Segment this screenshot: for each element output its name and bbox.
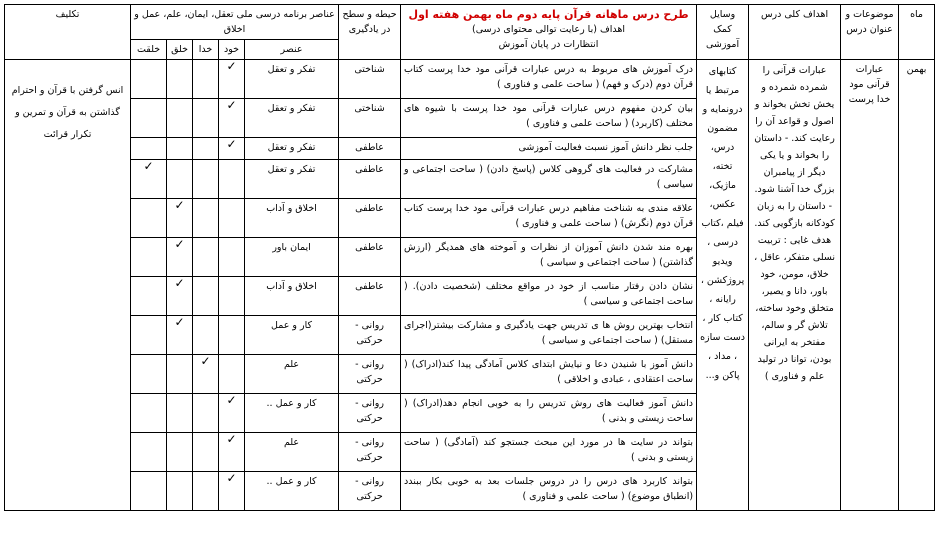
check-cell-nature: [131, 433, 167, 472]
header-element: عنصر: [245, 40, 339, 60]
check-cell-self: [219, 394, 245, 433]
domain-cell: عاطفی: [339, 277, 401, 316]
homework-cell: انس گرفتن با قرآن و احترام گذاشتن به قرآن و تمرین و تکرار قرائت: [5, 60, 131, 511]
header-nature: خلقت: [131, 40, 167, 60]
check-cell-creation: [167, 472, 193, 511]
element-cell: کار و عمل ..: [245, 472, 339, 511]
goal-cell: جلب نظر دانش آموز نسبت فعالیت آموزشی: [401, 138, 697, 160]
domain-cell: روانی - حرکتی: [339, 355, 401, 394]
domain-cell: روانی - حرکتی: [339, 394, 401, 433]
goal-cell: دانش آموز فعالیت های روش تدریس را به خوبی انجام دهد(ادراک) ( ساحت زیستی و بدنی ): [401, 394, 697, 433]
month-cell: بهمن: [899, 60, 935, 511]
header-row-1: [5, 5, 935, 40]
check-cell-nature: [131, 60, 167, 99]
plan-subtitle-goals: اهداف (با رعایت توالی محتوای درسی): [472, 24, 626, 35]
general-goals-cell: عبارات قرآنی را شمرده شمرده و یخش تخش بخواند و اصول و قواعد آن را رعایت کند. - داستان را بخواند و یا یکی دیگر از پیامبران بزرگ خدا آشنا شود. - داستان را به زبان کودکانه بازگویی کند. هدف غایی : تربیت نسلی متفکر، عاقل ، خلاق، مومن، خود باور، دانا و یصیر، متخلق وخود ساخته، تلاش گر و سالم، مفتخر به ایرانی بودن، توانا در تولید علم و فناوری ): [749, 60, 841, 511]
check-cell-nature: [131, 99, 167, 138]
check-cell-creation: [167, 316, 193, 355]
topic-cell: عبارات قرآنی مود خدا پرست: [841, 60, 899, 511]
check-cell-nature: [131, 138, 167, 160]
goal-cell: علاقه مندی به شناخت مفاهیم درس عبارات قرآنی مود خدا پرست کتاب قرآن دوم (نگرش) ( ساحت علمی و فناوری ): [401, 199, 697, 238]
check-cell-self: [219, 277, 245, 316]
check-mark-icon: ✓: [226, 98, 237, 112]
check-cell-god: [193, 277, 219, 316]
check-cell-nature: [131, 394, 167, 433]
element-cell: اخلاق و آداب: [245, 199, 339, 238]
domain-cell: عاطفی: [339, 160, 401, 199]
check-cell-god: [193, 472, 219, 511]
goal-cell: بهره مند شدن دانش آموزان از نظرات و آموخته های همدیگر (ارزش گذاشتن) ( ساحت اجتماعی و سیاسی ): [401, 238, 697, 277]
check-cell-self: [219, 138, 245, 160]
goal-cell: درک آموزش های مربوط به درس عبارات قرآنی مود خدا پرست کتاب قرآن دوم (درک و فهم) ( ساحت علمی و فناوری ): [401, 60, 697, 99]
element-cell: تفکر و تعقل: [245, 160, 339, 199]
check-cell-creation: [167, 355, 193, 394]
goal-cell: نشان دادن رفتار مناسب از خود در مواقع مختلف (شخصیت دادن). ( ساحت اجتماعی و سیاسی ): [401, 277, 697, 316]
check-mark-icon: ✓: [174, 237, 185, 251]
tools-cell: کتابهای مرتبط یا درونمایه و مضمون درس، تخته، ماژیک، عکس، فیلم ،کتاب درسی ، ویدیو پروژکشن ، رایانه ، کتاب کار ، دست سازه ، مداد ، پاکن و...: [697, 60, 749, 511]
element-cell: علم: [245, 355, 339, 394]
lesson-plan-table: [4, 4, 935, 511]
check-cell-self: [219, 355, 245, 394]
check-mark-icon: ✓: [226, 393, 237, 407]
element-cell: اخلاق و آداب: [245, 277, 339, 316]
domain-cell: عاطفی: [339, 199, 401, 238]
check-cell-self: [219, 199, 245, 238]
plan-title: طرح درس ماهانه قرآن پایه دوم ماه بهمن هفته اول: [408, 8, 689, 21]
element-cell: ایمان باور: [245, 238, 339, 277]
goal-cell: بتواند در سایت ها در مورد این مبحث جستجو کند (آمادگی) ( ساحت زیستی و بدنی ): [401, 433, 697, 472]
check-cell-god: [193, 99, 219, 138]
element-cell: کار و عمل ..: [245, 394, 339, 433]
check-cell-creation: [167, 99, 193, 138]
check-cell-self: [219, 160, 245, 199]
check-cell-creation: [167, 160, 193, 199]
check-cell-nature: [131, 277, 167, 316]
header-domain-level: حیطه و سطح در یادگیری: [339, 5, 401, 60]
lesson-rows: [5, 60, 935, 511]
check-cell-creation: [167, 60, 193, 99]
check-cell-self: [219, 316, 245, 355]
domain-cell: روانی - حرکتی: [339, 472, 401, 511]
check-cell-self: [219, 60, 245, 99]
check-cell-god: [193, 433, 219, 472]
check-mark-icon: ✓: [226, 59, 237, 73]
header-month: ماه: [899, 5, 935, 60]
table-row: [5, 60, 935, 99]
domain-cell: روانی - حرکتی: [339, 433, 401, 472]
check-mark-icon: ✓: [174, 315, 185, 329]
element-cell: علم: [245, 433, 339, 472]
header-creation: خلق: [167, 40, 193, 60]
goal-cell: انتخاب بهترین روش ها ی تدریس جهت یادگیری و مشارکت بیشتر(اجرای مستقل) ( ساحت اجتماعی و سیاسی ): [401, 316, 697, 355]
check-cell-creation: [167, 138, 193, 160]
check-cell-creation: [167, 199, 193, 238]
plan-subtitle-expectations: انتظارات در پایان آموزش: [498, 39, 599, 50]
check-cell-creation: [167, 394, 193, 433]
check-cell-nature: [131, 355, 167, 394]
check-cell-god: [193, 238, 219, 277]
goal-cell: بتواند کاربرد های درس را در دروس جلسات بعد به خوبی بکار ببندد (انطباق موضوع) ( ساحت علمی و فناوری ): [401, 472, 697, 511]
check-cell-creation: [167, 433, 193, 472]
check-cell-self: [219, 99, 245, 138]
header-general-goals: اهداف کلی درس: [749, 5, 841, 60]
check-cell-creation: [167, 277, 193, 316]
check-mark-icon: ✓: [174, 198, 185, 212]
domain-cell: عاطفی: [339, 238, 401, 277]
domain-cell: شناختی: [339, 60, 401, 99]
check-cell-creation: [167, 238, 193, 277]
check-cell-god: [193, 394, 219, 433]
check-cell-god: [193, 355, 219, 394]
check-mark-icon: ✓: [200, 354, 211, 368]
header-plan: [401, 5, 697, 60]
check-cell-god: [193, 60, 219, 99]
check-cell-self: [219, 472, 245, 511]
element-cell: کار و عمل: [245, 316, 339, 355]
check-cell-self: [219, 238, 245, 277]
header-homework: تکلیف: [5, 5, 131, 60]
element-cell: تفکر و تعقل: [245, 99, 339, 138]
domain-cell: شناختی: [339, 99, 401, 138]
header-self: خود: [219, 40, 245, 60]
goal-cell: مشارکت در فعالیت های گروهی کلاس (پاسخ دادن) ( ساحت اجتماعی و سیاسی ): [401, 160, 697, 199]
goal-cell: دانش آموز با شنیدن دعا و نیایش ابتدای کلاس آمادگی پیدا کند(ادراک) ( ساحت اعتقادی ، عبادی و اخلاقی ): [401, 355, 697, 394]
check-cell-self: [219, 433, 245, 472]
element-cell: تفکر و تعقل: [245, 138, 339, 160]
check-cell-nature: [131, 160, 167, 199]
header-topic: موضوعات و عنوان درس: [841, 5, 899, 60]
check-cell-god: [193, 160, 219, 199]
check-cell-nature: [131, 238, 167, 277]
goal-cell: بیان کردن مفهوم درس عبارات قرآنی مود خدا پرست با شیوه های مختلف (کاربرد) ( ساحت علمی و فناوری ): [401, 99, 697, 138]
check-mark-icon: ✓: [174, 276, 185, 290]
domain-cell: عاطفی: [339, 138, 401, 160]
check-cell-god: [193, 199, 219, 238]
header-elements-group: عناصر برنامه درسی ملی تعقل، ایمان، علم، عمل و اخلاق: [131, 5, 339, 40]
check-mark-icon: ✓: [226, 432, 237, 446]
check-cell-god: [193, 138, 219, 160]
domain-cell: روانی - حرکتی: [339, 316, 401, 355]
check-mark-icon: ✓: [226, 471, 237, 485]
check-cell-nature: [131, 472, 167, 511]
check-cell-nature: [131, 316, 167, 355]
check-mark-icon: ✓: [226, 137, 237, 151]
lesson-plan-document: [4, 4, 934, 511]
check-mark-icon: ✓: [143, 159, 154, 173]
element-cell: تفکر و تعقل: [245, 60, 339, 99]
check-cell-nature: [131, 199, 167, 238]
header-tools: وسایل کمک آموزشی: [697, 5, 749, 60]
header-god: خدا: [193, 40, 219, 60]
check-cell-god: [193, 316, 219, 355]
